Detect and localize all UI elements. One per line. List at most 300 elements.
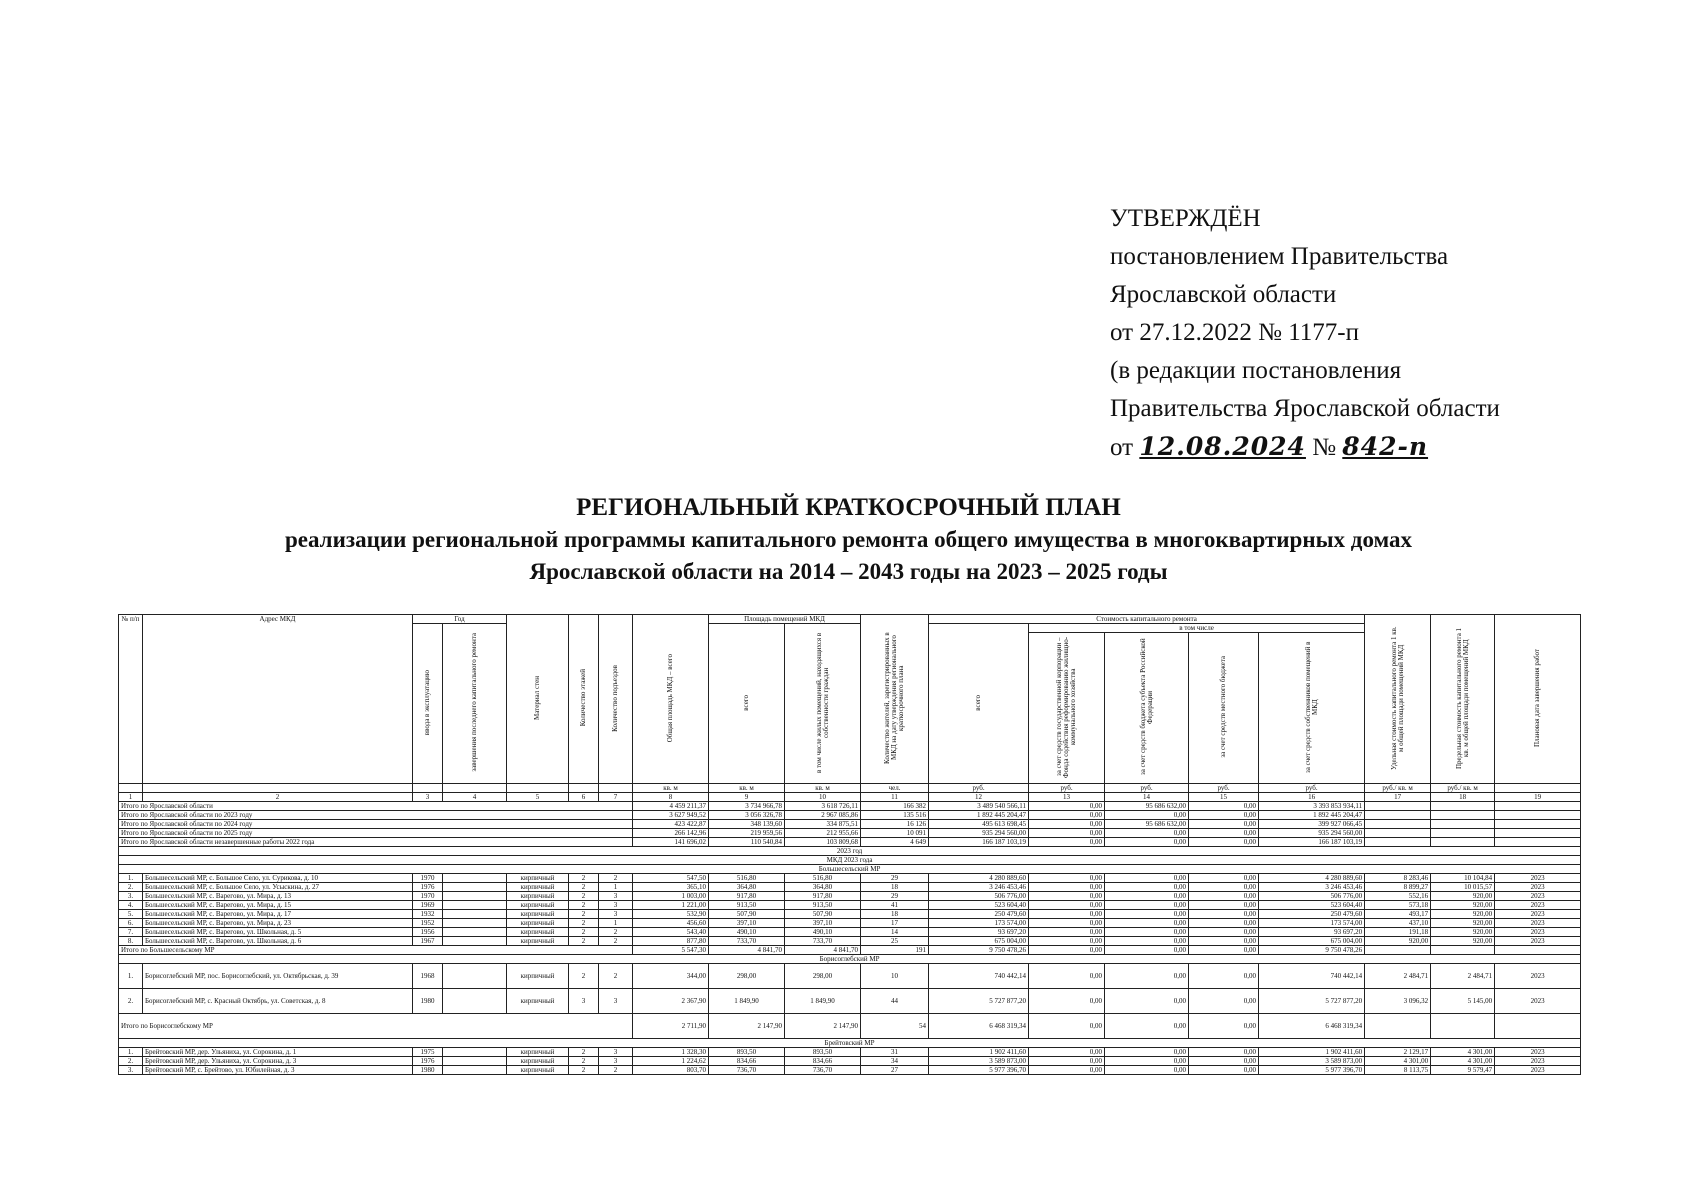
header-residents: Количество жителей, зарегистрированных в МКД на дату утверждения регионального краткосрочного плана [861, 615, 929, 784]
table-cell: 173 574,00 [929, 919, 1029, 928]
total-value: 0,00 [1029, 1014, 1105, 1039]
total-value: 4 841,70 [785, 946, 861, 955]
total-label: Итого по Ярославской области [119, 802, 633, 811]
table-cell: 2 [599, 874, 633, 883]
total-label: Итого по Ярославской области по 2024 году [119, 820, 633, 829]
column-numbers-row [119, 793, 1581, 802]
table-row [119, 919, 1581, 928]
table-cell: 5 727 877,20 [929, 989, 1029, 1014]
total-value: 2 711,90 [633, 1014, 709, 1039]
total-value: 399 927 066,45 [1259, 820, 1365, 829]
table-cell: 0,00 [1189, 1057, 1259, 1066]
table-cell: 1. [119, 964, 143, 989]
column-number: 5 [507, 793, 569, 802]
table-cell: кирпичный [507, 919, 569, 928]
table-cell: 1976 [413, 1057, 443, 1066]
total-value: 0,00 [1105, 838, 1189, 847]
table-cell: 3 [599, 892, 633, 901]
table-cell: Большесельский МР, с. Варегово, ул. Школьная, д. 6 [143, 937, 413, 946]
table-cell: 0,00 [1189, 964, 1259, 989]
empty-cell [1365, 1014, 1431, 1039]
table-cell: 1980 [413, 989, 443, 1014]
table-cell: 0,00 [1029, 901, 1105, 910]
table-cell: 523 604,40 [929, 901, 1029, 910]
table-cell: 0,00 [1029, 1066, 1105, 1075]
total-value: 0,00 [1105, 829, 1189, 838]
approval-line: УТВЕРЖДЁН [1110, 205, 1261, 232]
header-unit-cost: Удельная стоимость капитального ремонта 1 кв. м общей площади помещений МКД [1365, 615, 1431, 784]
table-cell: 0,00 [1029, 928, 1105, 937]
table-cell: 2 [569, 901, 599, 910]
table-cell: 2 [599, 928, 633, 937]
table-cell: Борисоглебский МР, с. Красный Октябрь, ул. Советская, д. 8 [143, 989, 413, 1014]
table-cell: 0,00 [1105, 937, 1189, 946]
table-cell: 4 301,00 [1431, 1057, 1495, 1066]
table-row [119, 910, 1581, 919]
total-value: 6 468 319,34 [1259, 1014, 1365, 1039]
table-cell: 2 [599, 964, 633, 989]
district-heading: Брейтовский МР [119, 1039, 1581, 1048]
table-cell: 893,50 [709, 1048, 785, 1057]
column-number: 11 [861, 793, 929, 802]
table-cell [443, 874, 507, 883]
table-cell: 25 [861, 937, 929, 946]
table-cell: Большесельский МР, с. Варегово, ул. Мира, д. 15 [143, 901, 413, 910]
table-cell: 2. [119, 883, 143, 892]
empty-cell [1495, 802, 1581, 811]
empty-cell [1495, 946, 1581, 955]
total-label: Итого по Ярославской области по 2025 году [119, 829, 633, 838]
unit-cell: руб. [1105, 784, 1189, 793]
column-number: 1 [119, 793, 143, 802]
table-cell: 0,00 [1029, 883, 1105, 892]
table-row [119, 964, 1581, 989]
table-cell: 3 [569, 989, 599, 1014]
table-cell: 27 [861, 1066, 929, 1075]
table-cell: 3 589 873,00 [1259, 1057, 1365, 1066]
total-value: 0,00 [1029, 802, 1105, 811]
table-cell: 250 479,60 [929, 910, 1029, 919]
total-row [119, 802, 1581, 811]
empty-cell [1495, 829, 1581, 838]
table-cell [443, 892, 507, 901]
table-cell: 173 574,00 [1259, 919, 1365, 928]
table-cell: 2023 [1495, 1048, 1581, 1057]
total-value: 16 126 [861, 820, 929, 829]
table-cell: 0,00 [1029, 874, 1105, 883]
units-row [119, 784, 1581, 793]
table-cell: 675 004,00 [1259, 937, 1365, 946]
mkd-heading-row [119, 856, 1581, 865]
table-cell: 5. [119, 910, 143, 919]
empty-cell [1431, 829, 1495, 838]
header-premises-private: в том числе жилых помещений, находящихся в собственности граждан [785, 624, 861, 784]
table-cell: 0,00 [1105, 1057, 1189, 1066]
total-value: 0,00 [1029, 811, 1105, 820]
approval-line: от 27.12.2022 № 1177-п [1110, 319, 1359, 346]
table-cell: 3 246 453,46 [1259, 883, 1365, 892]
table-cell: 506 776,00 [1259, 892, 1365, 901]
header-total-area: Общая площадь МКД – всего [633, 615, 709, 784]
table-cell: кирпичный [507, 964, 569, 989]
header-cost-all: всего [929, 624, 1029, 784]
table-cell: 250 479,60 [1259, 910, 1365, 919]
mkd-heading: МКД 2023 года [119, 856, 1581, 865]
empty-cell [1365, 829, 1431, 838]
table-cell: 0,00 [1029, 910, 1105, 919]
table-cell: 516,80 [785, 874, 861, 883]
total-value: 1 892 445 204,47 [1259, 811, 1365, 820]
table-cell: 1970 [413, 874, 443, 883]
header-walls: Материал стен [507, 615, 569, 784]
table-cell: 93 697,20 [929, 928, 1029, 937]
district-heading: Борисоглебский МР [119, 955, 1581, 964]
column-number: 18 [1431, 793, 1495, 802]
unit-cell: кв. м [785, 784, 861, 793]
table-cell: 1968 [413, 964, 443, 989]
table-cell: 1970 [413, 892, 443, 901]
table-cell: 2 [569, 874, 599, 883]
district-heading-row [119, 865, 1581, 874]
title-line-1: РЕГИОНАЛЬНЫЙ КРАТКОСРОЧНЫЙ ПЛАН [576, 494, 1121, 521]
header-fund: за счет средств государственной корпорации – Фонда содействия реформированию жилищно-коммунального хозяйства [1029, 633, 1105, 784]
header-year-commission: ввода в эксплуатацию [413, 624, 443, 784]
table-cell: 1 224,62 [633, 1057, 709, 1066]
total-value: 3 627 949,52 [633, 811, 709, 820]
total-value: 191 [861, 946, 929, 955]
total-value: 95 686 632,00 [1105, 802, 1189, 811]
table-cell: 8 283,46 [1365, 874, 1431, 883]
total-value: 2 967 085,86 [785, 811, 861, 820]
table-cell: 803,70 [633, 1066, 709, 1075]
table-cell: 3 096,32 [1365, 989, 1431, 1014]
header-year-last-repair: завершения последнего капитального ремонта [443, 624, 507, 784]
table-cell: кирпичный [507, 874, 569, 883]
total-value: 5 547,30 [633, 946, 709, 955]
total-value: 935 294 560,00 [929, 829, 1029, 838]
table-cell: 0,00 [1029, 989, 1105, 1014]
table-cell: 14 [861, 928, 929, 937]
column-number: 15 [1189, 793, 1259, 802]
table-cell: 364,80 [785, 883, 861, 892]
total-value: 110 540,84 [709, 838, 785, 847]
table-cell [443, 883, 507, 892]
table-cell: 1 [599, 883, 633, 892]
total-value: 3 618 726,11 [785, 802, 861, 811]
table-cell: 834,66 [709, 1057, 785, 1066]
table-cell: 543,40 [633, 928, 709, 937]
total-value: 103 809,68 [785, 838, 861, 847]
table-cell: 29 [861, 892, 929, 901]
unit-cell: кв. м [633, 784, 709, 793]
table-cell: 34 [861, 1057, 929, 1066]
table-cell: 0,00 [1029, 892, 1105, 901]
total-value: 0,00 [1105, 946, 1189, 955]
column-number: 10 [785, 793, 861, 802]
column-number: 8 [633, 793, 709, 802]
table-cell: Большесельский МР, с. Варегово, ул. Мира, д. 13 [143, 892, 413, 901]
empty-cell [1365, 838, 1431, 847]
total-value: 9 750 478,26 [1259, 946, 1365, 955]
handwritten-number: 842-п [1342, 432, 1429, 461]
unit-cell: кв. м [709, 784, 785, 793]
total-label: Итого по Ярославской области незавершенные работы 2022 года [119, 838, 633, 847]
table-cell: 18 [861, 910, 929, 919]
total-value: 9 750 478,26 [929, 946, 1029, 955]
table-cell: 0,00 [1189, 928, 1259, 937]
empty-cell [1431, 820, 1495, 829]
table-cell: 4 301,00 [1365, 1057, 1431, 1066]
table-cell: 1 902 411,60 [1259, 1048, 1365, 1057]
table-cell: 5 145,00 [1431, 989, 1495, 1014]
table-cell: 2023 [1495, 964, 1581, 989]
year-heading: 2023 год [119, 847, 1581, 856]
table-row [119, 928, 1581, 937]
total-value: 54 [861, 1014, 929, 1039]
total-value: 2 147,90 [709, 1014, 785, 1039]
column-number: 16 [1259, 793, 1365, 802]
total-value: 10 091 [861, 829, 929, 838]
table-row [119, 892, 1581, 901]
table-cell: Большесельский МР, с. Большое Село, ул. Сурикова, д. 10 [143, 874, 413, 883]
table-cell: 365,10 [633, 883, 709, 892]
table-cell: 3 589 873,00 [929, 1057, 1029, 1066]
table-cell: 3 246 453,46 [929, 883, 1029, 892]
column-number: 9 [709, 793, 785, 802]
header-incl: в том числе [1029, 624, 1365, 633]
total-row [119, 1014, 1581, 1039]
total-value: 334 875,51 [785, 820, 861, 829]
table-cell: 920,00 [1431, 928, 1495, 937]
total-row [119, 838, 1581, 847]
table-cell: 0,00 [1189, 989, 1259, 1014]
table-cell: кирпичный [507, 892, 569, 901]
unit-cell: руб./ кв. м [1431, 784, 1495, 793]
table-cell: 920,00 [1431, 919, 1495, 928]
table-cell: 2023 [1495, 989, 1581, 1014]
table-cell: 4 280 889,60 [929, 874, 1029, 883]
total-value: 0,00 [1189, 1014, 1259, 1039]
table-cell: 920,00 [1431, 901, 1495, 910]
header-owners: за счет средств собственников помещений в МКД [1259, 633, 1365, 784]
table-cell: 733,70 [709, 937, 785, 946]
table-cell: 1969 [413, 901, 443, 910]
table-cell [443, 901, 507, 910]
table-row [119, 1057, 1581, 1066]
table-cell: 0,00 [1105, 901, 1189, 910]
total-row [119, 946, 1581, 955]
table-cell: 9 579,47 [1431, 1066, 1495, 1075]
total-value: 6 468 319,34 [929, 1014, 1029, 1039]
table-cell: кирпичный [507, 928, 569, 937]
total-value: 423 422,87 [633, 820, 709, 829]
empty-cell [1495, 811, 1581, 820]
table-cell: 0,00 [1105, 1048, 1189, 1057]
table-cell: 736,70 [785, 1066, 861, 1075]
table-cell: 1 849,90 [785, 989, 861, 1014]
table-cell: 675 004,00 [929, 937, 1029, 946]
table-cell: 0,00 [1105, 928, 1189, 937]
table-cell: 0,00 [1189, 1066, 1259, 1075]
title-line-2: реализации региональной программы капитального ремонта общего имущества в многоквартирных домах [284, 527, 1413, 552]
total-value: 266 142,96 [633, 829, 709, 838]
table-cell: 397,10 [709, 919, 785, 928]
table-cell [443, 937, 507, 946]
total-label: Итого по Ярославской области по 2023 году [119, 811, 633, 820]
table-cell: 1 003,00 [633, 892, 709, 901]
table-cell: 298,00 [709, 964, 785, 989]
table-cell [443, 989, 507, 1014]
table-cell: кирпичный [507, 989, 569, 1014]
table-cell: 10 104,84 [1431, 874, 1495, 883]
unit-cell: руб. [1259, 784, 1365, 793]
table-cell: 2 [569, 892, 599, 901]
table-cell: 573,18 [1365, 901, 1431, 910]
table-cell: 5 727 877,20 [1259, 989, 1365, 1014]
document-title [0, 492, 1697, 588]
total-value: 0,00 [1029, 946, 1105, 955]
table-cell: 1. [119, 1048, 143, 1057]
total-label: Итого по Борисоглебскому МР [119, 1014, 633, 1039]
empty-cell [1495, 820, 1581, 829]
table-cell: кирпичный [507, 910, 569, 919]
table-cell: кирпичный [507, 1066, 569, 1075]
title-line-3: Ярославской области на 2014 – 2043 годы на 2023 – 2025 годы [529, 559, 1168, 584]
empty-cell [1431, 1014, 1495, 1039]
table-cell: 0,00 [1029, 1048, 1105, 1057]
table-body [119, 802, 1581, 1075]
table-cell: Большесельский МР, с. Варегово, ул. Мира, д. 23 [143, 919, 413, 928]
approval-stamp [1110, 200, 1500, 467]
table-cell: 3 [599, 989, 633, 1014]
table-cell: 1980 [413, 1066, 443, 1075]
total-value: 2 147,90 [785, 1014, 861, 1039]
table-cell: 2023 [1495, 937, 1581, 946]
table-cell: 920,00 [1431, 892, 1495, 901]
table-cell: 507,90 [709, 910, 785, 919]
header-cost: Стоимость капитального ремонта [929, 615, 1365, 624]
table-cell: 0,00 [1029, 919, 1105, 928]
total-value: 4 841,70 [709, 946, 785, 955]
table-cell: 2 [569, 919, 599, 928]
table-cell: 397,10 [785, 919, 861, 928]
table-row [119, 883, 1581, 892]
total-value: 95 686 632,00 [1105, 820, 1189, 829]
table-cell: 8 113,75 [1365, 1066, 1431, 1075]
table-cell: 1 849,90 [709, 989, 785, 1014]
empty-cell [1431, 802, 1495, 811]
table-cell: 2 [599, 937, 633, 946]
unit-cell: руб. [1029, 784, 1105, 793]
total-value: 495 613 698,45 [929, 820, 1029, 829]
table-cell: 0,00 [1189, 883, 1259, 892]
table-cell: 0,00 [1189, 892, 1259, 901]
approval-date-line [1110, 428, 1500, 467]
empty-cell [1431, 946, 1495, 955]
table-cell: 7. [119, 928, 143, 937]
table-cell: 2023 [1495, 892, 1581, 901]
table-cell: 913,50 [785, 901, 861, 910]
total-value: 0,00 [1105, 1014, 1189, 1039]
table-cell: 1 902 411,60 [929, 1048, 1029, 1057]
empty-cell [1431, 838, 1495, 847]
table-cell: 2 [569, 928, 599, 937]
table-cell: 1956 [413, 928, 443, 937]
table-cell: 490,10 [709, 928, 785, 937]
table-cell: 2023 [1495, 910, 1581, 919]
table-cell: 2 [569, 1048, 599, 1057]
total-value: 166 187 103,19 [1259, 838, 1365, 847]
empty-cell [1365, 802, 1431, 811]
empty-cell [1365, 946, 1431, 955]
table-cell: 3 [599, 1048, 633, 1057]
column-number: 17 [1365, 793, 1431, 802]
table-cell: 93 697,20 [1259, 928, 1365, 937]
table-cell: 0,00 [1029, 1057, 1105, 1066]
table-cell: 10 015,57 [1431, 883, 1495, 892]
table-cell: кирпичный [507, 901, 569, 910]
total-value: 3 056 326,78 [709, 811, 785, 820]
table-cell: 507,90 [785, 910, 861, 919]
table-cell [443, 919, 507, 928]
total-value: 0,00 [1029, 829, 1105, 838]
table-cell: 2 484,71 [1431, 964, 1495, 989]
total-value: 3 734 966,78 [709, 802, 785, 811]
approval-line: Правительства Ярославской области [1110, 395, 1500, 422]
table-cell: кирпичный [507, 1057, 569, 1066]
approval-line: постановлением Правительства [1110, 243, 1449, 270]
total-row [119, 811, 1581, 820]
table-cell: 298,00 [785, 964, 861, 989]
table-cell: Брейтовский МР, дер. Ульяниха, ул. Сорокина, д. 3 [143, 1057, 413, 1066]
table-cell: 2023 [1495, 1057, 1581, 1066]
table-cell: 733,70 [785, 937, 861, 946]
table-cell: 920,00 [1365, 937, 1431, 946]
total-value: 0,00 [1105, 811, 1189, 820]
district-heading-row [119, 1039, 1581, 1048]
table-cell: 4 280 889,60 [1259, 874, 1365, 883]
table-row [119, 937, 1581, 946]
handwritten-date: 12.08.2024 [1139, 432, 1306, 461]
table-cell: 41 [861, 901, 929, 910]
table-cell: 17 [861, 919, 929, 928]
table-cell: 2023 [1495, 883, 1581, 892]
table-cell: 1976 [413, 883, 443, 892]
total-value: 0,00 [1189, 811, 1259, 820]
table-cell: 0,00 [1189, 937, 1259, 946]
table-cell: 3. [119, 1066, 143, 1075]
table-cell: 5 977 396,70 [929, 1066, 1029, 1075]
table-cell: 740 442,14 [1259, 964, 1365, 989]
approval-number-sign: № [1312, 434, 1337, 461]
table-cell: 0,00 [1189, 919, 1259, 928]
table-cell: 1967 [413, 937, 443, 946]
table-cell: 893,50 [785, 1048, 861, 1057]
table-cell: Большесельский МР, с. Варегово, ул. Школьная, д. 5 [143, 928, 413, 937]
table-cell: 2 [599, 1066, 633, 1075]
table-cell: 0,00 [1105, 883, 1189, 892]
column-number: 4 [443, 793, 507, 802]
table-cell: 493,17 [1365, 910, 1431, 919]
total-value: 219 959,56 [709, 829, 785, 838]
header-plan-date: Плановая дата завершения работ [1495, 615, 1581, 784]
table-cell: 10 [861, 964, 929, 989]
table-cell: 3 [599, 901, 633, 910]
table-cell: 3 [599, 910, 633, 919]
table-cell: 5 977 396,70 [1259, 1066, 1365, 1075]
table-cell: 437,10 [1365, 919, 1431, 928]
table-row [119, 989, 1581, 1014]
